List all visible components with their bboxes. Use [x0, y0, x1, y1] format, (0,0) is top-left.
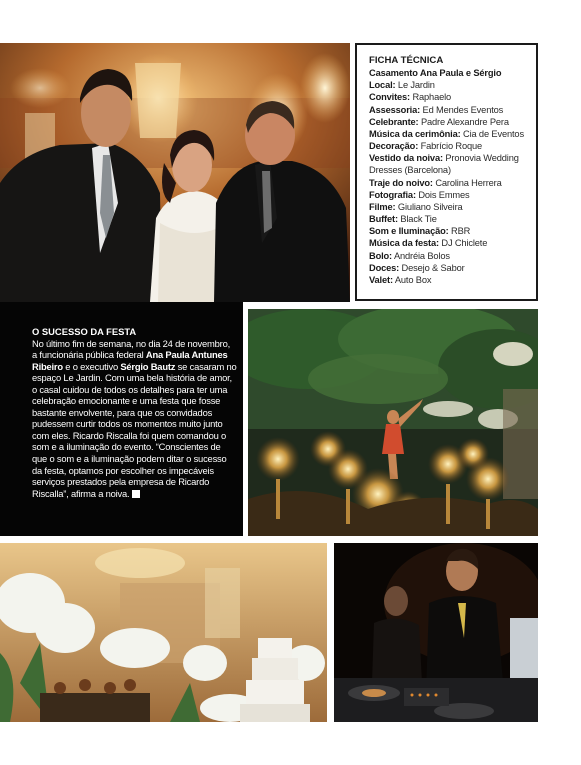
- ficha-row-label: Buffet:: [369, 214, 398, 225]
- article-text-block: [0, 302, 243, 536]
- ficha-row: [369, 91, 528, 103]
- ficha-row: [369, 237, 528, 249]
- ficha-subtitle: Casamento Ana Paula e Sérgio: [369, 68, 502, 79]
- ficha-row: [369, 213, 528, 225]
- ficha-row-label: Música da cerimônia:: [369, 128, 461, 139]
- ficha-row-label: Assessoria:: [369, 104, 421, 115]
- ficha-row-value: Raphaelo: [412, 92, 452, 103]
- ficha-row-label: Fotografia:: [369, 189, 416, 200]
- ficha-row-value: RBR: [451, 226, 471, 237]
- ficha-row-label: Decoração:: [369, 141, 419, 152]
- ficha-row-label: Vestido da noiva:: [369, 153, 443, 164]
- ficha-row-label: Bolo:: [369, 250, 393, 261]
- ficha-row-value: Padre Alexandre Pera: [420, 116, 509, 127]
- cake-photo: [0, 543, 327, 722]
- ficha-row-label: Traje do noivo:: [369, 177, 433, 188]
- ficha-row-label: Local:: [369, 80, 396, 91]
- ficha-row-label: Filme:: [369, 201, 396, 212]
- ficha-row-label: Celebrante:: [369, 116, 419, 127]
- article-body: [32, 338, 237, 500]
- ficha-row-value: Giuliano Silveira: [397, 201, 463, 212]
- ficha-row: [369, 128, 528, 140]
- ficha-row: [369, 104, 528, 116]
- ficha-row-value: Le Jardin: [397, 80, 435, 91]
- ficha-row: [369, 140, 528, 152]
- ficha-row: [369, 152, 528, 176]
- ficha-tecnica-box: [355, 43, 538, 301]
- ficha-row-label: Convites:: [369, 92, 411, 103]
- ficha-row-label: Doces:: [369, 262, 400, 273]
- dj-photo: [334, 543, 538, 722]
- end-mark-icon: [132, 490, 140, 498]
- ficha-row-value: DJ Chiclete: [441, 238, 488, 249]
- ficha-row-label: Valet:: [369, 274, 393, 285]
- ficha-row: [369, 189, 528, 201]
- ficha-row-label: Música da festa:: [369, 238, 439, 249]
- ficha-row-value: Auto Box: [394, 274, 432, 285]
- ficha-row: [369, 79, 528, 91]
- ficha-row: [369, 225, 528, 237]
- decoration-photo: [248, 309, 538, 536]
- ficha-row-value: Cia de Eventos: [463, 128, 524, 139]
- body-text-3: se casaram no espaço Le Jardin. Com uma bela história de amor, o casal cuidou de todos os detalhes para ter uma celebração emocionante e uma festa que fosse bastante envolvente, para que os convidados pudessem curtir todos os momentos muito junto com eles. Ricardo Riscalla foi quem comandou o som e a iluminação do evento. “Conscientes de que o som e a iluminação podem ditar o sucesso da festa, optamos por escolher os impecáveis serviços prestados pela empresa de Ricardo Riscalla”, afirma a noiva.: [32, 360, 237, 499]
- body-text-2: e o executivo: [62, 360, 121, 372]
- ficha-row-value: Desejo & Sabor: [401, 262, 465, 273]
- bride-name: Ana Paula Antunes Ribeiro: [32, 349, 228, 372]
- ficha-rows: [369, 79, 528, 286]
- ficha-row-value: Andréia Bolos: [393, 250, 450, 261]
- ficha-row-label: Som e Iluminação:: [369, 226, 449, 237]
- ficha-row: [369, 177, 528, 189]
- ficha-row-value: Pronovia Wedding Dresses (Barcelona): [369, 153, 519, 176]
- ficha-row: [369, 250, 528, 262]
- ficha-row: [369, 116, 528, 128]
- groom-name: Sérgio Bautz: [120, 360, 176, 372]
- ficha-row-value: Carolina Herrera: [435, 177, 502, 188]
- ficha-row-value: Black Tie: [400, 214, 437, 225]
- couple-photo: [0, 43, 350, 302]
- ficha-row: [369, 262, 528, 274]
- ficha-row-value: Fabrício Roque: [420, 141, 483, 152]
- ficha-row: [369, 274, 528, 286]
- ficha-row: [369, 201, 528, 213]
- ficha-heading: FICHA TÉCNICA: [369, 55, 444, 66]
- body-text-1: No último fim de semana, no dia 24 de novembro, a funcionária pública federal: [32, 337, 231, 361]
- section-title: O SUCESSO DA FESTA: [32, 326, 137, 337]
- ficha-row-value: Ed Mendes Eventos: [422, 104, 504, 115]
- ficha-row-value: Dois Emmes: [418, 189, 470, 200]
